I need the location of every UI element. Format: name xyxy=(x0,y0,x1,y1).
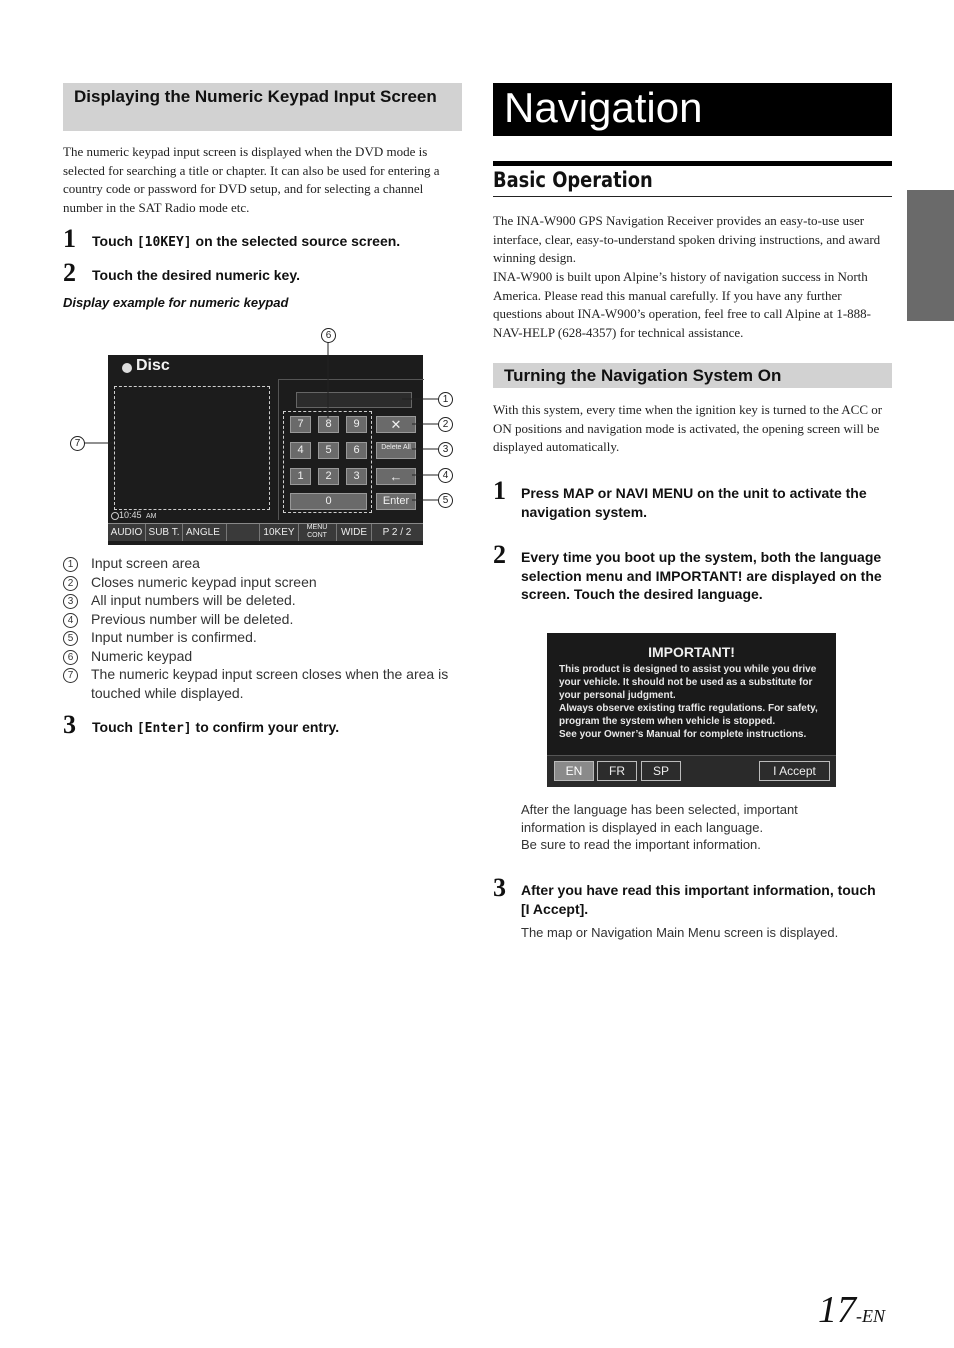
step-number: 1 xyxy=(493,476,506,505)
important-line: This product is designed to assist you while you drive xyxy=(559,664,817,675)
note-line: Be sure to read the important information. xyxy=(521,837,761,852)
enter-button[interactable]: Enter xyxy=(376,493,416,510)
key-0[interactable]: 0 xyxy=(290,493,367,510)
legend-item xyxy=(63,610,463,629)
lang-fr-button[interactable]: FR xyxy=(597,761,637,781)
callout-5: 5 xyxy=(438,493,453,508)
subtitle-button[interactable]: SUB T. xyxy=(146,524,183,541)
menu-cont-button[interactable]: MENU CONT xyxy=(298,524,337,541)
lang-sp-button[interactable]: SP xyxy=(641,761,681,781)
close-keypad-button[interactable]: ✕ xyxy=(376,416,416,433)
delete-all-button[interactable]: Delete All xyxy=(376,442,416,459)
legend-item xyxy=(63,647,463,666)
step-number: 1 xyxy=(63,224,76,253)
legend-text: All input numbers will be deleted. xyxy=(91,592,296,608)
subsection-heading: Turning the Navigation System On xyxy=(493,363,892,388)
important-line: your vehicle. It should not be used as a substitute for xyxy=(559,677,813,688)
legend-number: 4 xyxy=(63,613,78,628)
legend-item xyxy=(63,573,463,592)
key-4[interactable]: 4 xyxy=(290,442,311,459)
angle-button[interactable]: ANGLE xyxy=(183,524,227,541)
step-text xyxy=(92,718,462,739)
key-2[interactable]: 2 xyxy=(318,468,339,485)
important-text xyxy=(559,663,834,741)
step-text: Touch the desired numeric key. xyxy=(92,267,300,283)
note-line: information is displayed in each language. xyxy=(521,819,764,835)
page-indicator: P 2 / 2 xyxy=(382,527,412,538)
key-label-enter: [Enter] xyxy=(136,721,192,736)
step-text-post: to confirm your entry. xyxy=(191,719,340,735)
step-text: Press MAP or NAVI MENU on the unit to activate the navigation system. xyxy=(521,485,867,520)
key-3[interactable]: 3 xyxy=(346,468,367,485)
note-line: After the language has been selected, important xyxy=(521,802,798,817)
step-number: 3 xyxy=(493,873,506,902)
key-6[interactable]: 6 xyxy=(346,442,367,459)
important-line: program the system when vehicle is stopped. xyxy=(559,716,776,727)
section-heading-keypad: Displaying the Numeric Keypad Input Screen xyxy=(63,83,462,131)
callout-7: 7 xyxy=(70,436,85,451)
chapter-title-bar xyxy=(493,83,892,136)
keypad-intro: The numeric keypad input screen is displayed when the DVD mode is selected for searching a title or chapter. It can also be used for entering a country code or password for DVD setup, and for selecting a channel number in the SAT Radio mode etc. xyxy=(63,144,440,215)
legend-item xyxy=(63,554,463,573)
key-9[interactable]: 9 xyxy=(346,416,367,433)
legend-number: 2 xyxy=(63,576,78,591)
legend-number: 5 xyxy=(63,631,78,646)
page-number-value: 17 xyxy=(818,1289,856,1331)
key-1[interactable]: 1 xyxy=(290,468,311,485)
legend-text: Input number is confirmed. xyxy=(91,629,257,645)
legend-text: Input screen area xyxy=(91,555,200,571)
backspace-button[interactable]: ← xyxy=(376,468,416,485)
language-note xyxy=(521,801,891,854)
nav-intro-2: INA-W900 is built upon Alpine’s history of navigation success in North America. Please read this manual carefully. If you have any further questions about INA-W900’s operation, feel free to call Alpine at 1-888-NAV-HELP (628-4357) for technical assistance. xyxy=(493,269,871,340)
callout-4: 4 xyxy=(438,468,453,483)
step3-note: The map or Navigation Main Menu screen is displayed. xyxy=(521,925,839,940)
key-5[interactable]: 5 xyxy=(318,442,339,459)
legend-item xyxy=(63,591,463,610)
step-number: 2 xyxy=(63,258,76,287)
step-text: Every time you boot up the system, both the language selection menu and IMPORTANT! are displayed on the screen. Touch the desired language. xyxy=(521,549,882,602)
important-title: IMPORTANT! xyxy=(648,644,735,660)
callout-1: 1 xyxy=(438,392,453,407)
section-underline xyxy=(493,196,892,197)
callout-3: 3 xyxy=(438,442,453,457)
legend-text: Previous number will be deleted. xyxy=(91,611,294,627)
step-text: After you have read this important information, touch [I Accept]. xyxy=(521,882,876,917)
page-number xyxy=(818,1288,885,1332)
legend-text: The numeric keypad input screen closes when the area is touched while displayed. xyxy=(91,666,449,701)
audio-button[interactable]: AUDIO xyxy=(108,524,146,541)
step-number: 2 xyxy=(493,540,506,569)
legend-item xyxy=(63,665,463,702)
legend-number: 1 xyxy=(63,557,78,572)
important-screen xyxy=(547,633,836,786)
important-line: See your Owner’s Manual for complete instructions. xyxy=(559,729,807,740)
nav-intro-1: The INA-W900 GPS Navigation Receiver provides an easy-to-use user interface, clear, easy-to-understand spoken driving instructions, and award winning design. xyxy=(493,213,881,265)
important-line: your personal judgment. xyxy=(559,690,676,701)
callout-6: 6 xyxy=(321,328,336,343)
legend-number: 3 xyxy=(63,594,78,609)
legend-text: Numeric keypad xyxy=(91,648,193,664)
step-text-post: on the selected source screen. xyxy=(191,233,401,249)
clock-ampm: AM xyxy=(146,513,157,520)
chapter-title: Navigation xyxy=(504,84,703,131)
legend-number: 7 xyxy=(63,668,78,683)
step-text-pre: Touch xyxy=(92,719,137,735)
figure-caption: Display example for numeric keypad xyxy=(63,295,289,310)
key-label-10key: [10KEY] xyxy=(136,235,192,250)
important-line: Always observe existing traffic regulations. For safety, xyxy=(559,703,818,714)
section-title: Basic Operation xyxy=(493,168,653,192)
key-7[interactable]: 7 xyxy=(290,416,311,433)
clock-time: 10:45 xyxy=(119,510,142,520)
key-8[interactable]: 8 xyxy=(318,416,339,433)
step-text-pre: Touch xyxy=(92,233,137,249)
legend-text: Closes numeric keypad input screen xyxy=(91,574,317,590)
screen-title: Disc xyxy=(136,357,170,374)
lang-en-button[interactable]: EN xyxy=(554,761,594,781)
legend-number: 6 xyxy=(63,650,78,665)
tenkey-button[interactable]: 10KEY xyxy=(259,524,299,541)
section-rule xyxy=(493,161,892,166)
legend-item xyxy=(63,628,463,647)
wide-button[interactable]: WIDE xyxy=(337,524,372,541)
turn-on-intro: With this system, every time when the ignition key is turned to the ACC or ON positions and navigation mode is activated, the opening screen will be displayed automatically. xyxy=(493,402,883,454)
page-number-suffix: -EN xyxy=(856,1306,885,1326)
step-number: 3 xyxy=(63,710,76,739)
i-accept-button[interactable]: I Accept xyxy=(759,761,830,781)
callout-2: 2 xyxy=(438,417,453,432)
